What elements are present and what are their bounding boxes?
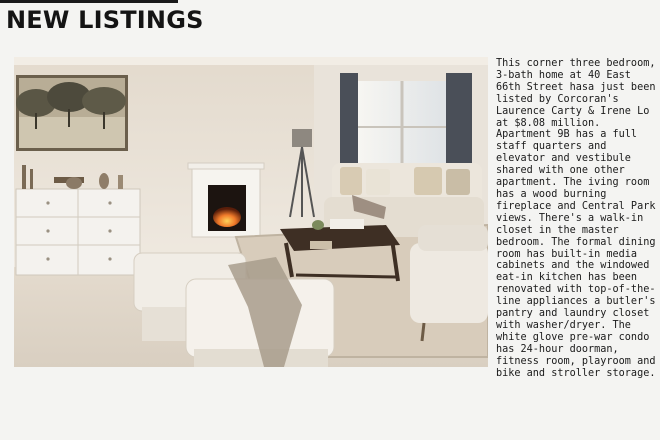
living-room-photo — [14, 57, 488, 367]
section-headline: NEW LISTINGS — [6, 6, 204, 34]
listing-article-text: This corner three bedroom, 3-bath home at 40 East 66th Street hasa just been listed by Corcoran's Laurence Carty & Irene Lo at $8.08 million. Apartment 9B has a full staff quarters and elevator and vestibule shared with one other apartment. The iving room has a wood burning fireplace and Central Park views. There's a walk-in closet in the master bedroom. The formal dining room has built-in media cabinets and the windowed eat-in kitchen has been renovated with top-of-the-line appliances a butler's pantry and laundry closet with washer/dryer. The white glove pre-war condo has 24-hour doorman, fitness room, playroom and bike and stroller storage. — [496, 58, 656, 379]
landscape-painting — [16, 75, 128, 151]
fireplace — [188, 163, 264, 237]
crown-molding — [14, 57, 488, 65]
header-rule — [0, 0, 178, 3]
plant — [312, 220, 324, 230]
fire — [213, 207, 241, 227]
living-room-illustration — [14, 57, 488, 367]
